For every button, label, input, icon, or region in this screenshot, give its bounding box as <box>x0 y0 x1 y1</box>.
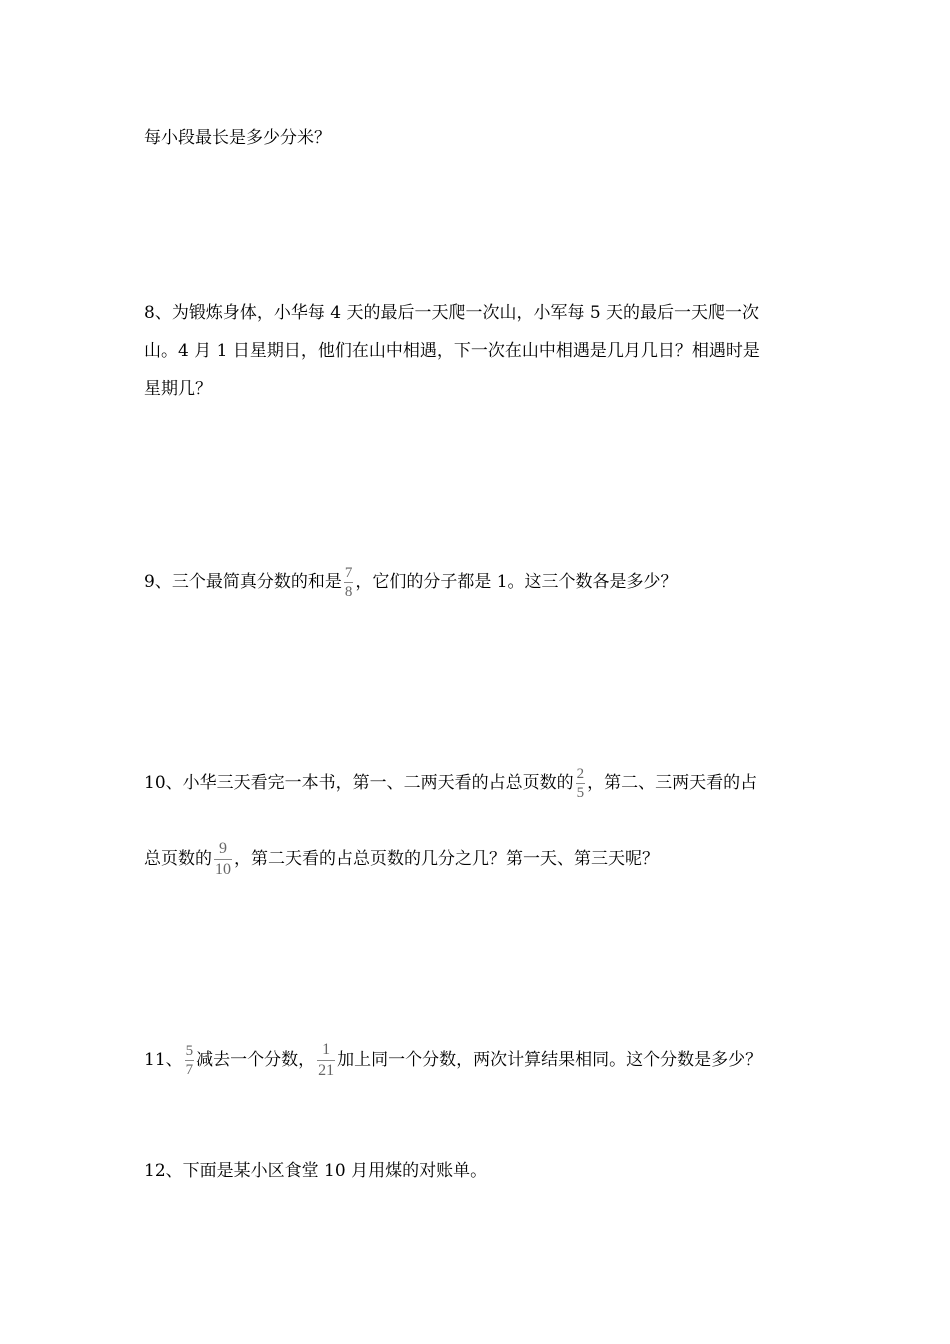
question-9 <box>144 565 678 600</box>
fraction-bar <box>317 1060 335 1061</box>
q10-frac2-numerator: 9 <box>219 840 227 857</box>
q9-fraction <box>344 565 354 600</box>
q10-l1-suffix: ，第二、三两天看的占 <box>587 773 758 793</box>
q11-fraction-1 <box>185 1043 195 1078</box>
fraction-bar <box>576 783 586 784</box>
q7-tail-text: 每小段最长是多少分米？ <box>144 128 331 148</box>
q10-frac1-numerator: 2 <box>576 766 585 782</box>
question-11 <box>144 1041 762 1080</box>
q10-line-1 <box>144 766 757 801</box>
q10-fraction-1 <box>576 766 586 801</box>
fraction-bar <box>344 582 354 583</box>
q11-frac1-denominator: 7 <box>185 1062 194 1078</box>
q8-line-1: 8、为锻炼身体，小华每 4 天的最后一天爬一次山，小军每 5 天的最后一天爬一次 <box>144 303 760 323</box>
q10-frac1-denominator: 5 <box>576 785 585 801</box>
q10-fraction-2 <box>214 840 232 879</box>
q8-line-2: 山。4 月 1 日星期日，他们在山中相遇，下一次在山中相遇是几月几日？相遇时是 <box>144 341 760 361</box>
fraction-bar <box>185 1060 195 1061</box>
q11-frac2-denominator: 21 <box>318 1062 335 1079</box>
q9-frac-denominator: 8 <box>344 584 353 600</box>
q10-l2-suffix: ，第二天看的占总页数的几分之几？第一天、第三天呢？ <box>234 849 659 869</box>
q10-frac2-denominator: 10 <box>215 861 231 878</box>
q10-l2-prefix: 总页数的 <box>144 849 212 869</box>
q8-line-3: 星期几？ <box>144 379 212 399</box>
fraction-bar <box>214 859 232 860</box>
q11-frac2-numerator: 1 <box>322 1041 331 1058</box>
q9-suffix: ，它们的分子都是 1。这三个数各是多少？ <box>355 572 678 592</box>
q11-fraction-2 <box>317 1041 335 1080</box>
q11-mid: 减去一个分数， <box>196 1050 316 1070</box>
question-12: 12、下面是某小区食堂 10 月用煤的对账单。 <box>144 1161 488 1181</box>
q9-frac-numerator: 7 <box>344 565 353 581</box>
q11-suffix: 加上同一个分数，两次计算结果相同。这个分数是多少？ <box>337 1050 763 1070</box>
q9-prefix: 9、三个最简真分数的和是 <box>144 572 342 592</box>
q10-l1-prefix: 10、小华三天看完一本书，第一、二两天看的占总页数的 <box>144 773 574 793</box>
q11-prefix: 11、 <box>144 1050 183 1070</box>
q10-line-2 <box>144 840 659 879</box>
q11-frac1-numerator: 5 <box>185 1043 194 1059</box>
